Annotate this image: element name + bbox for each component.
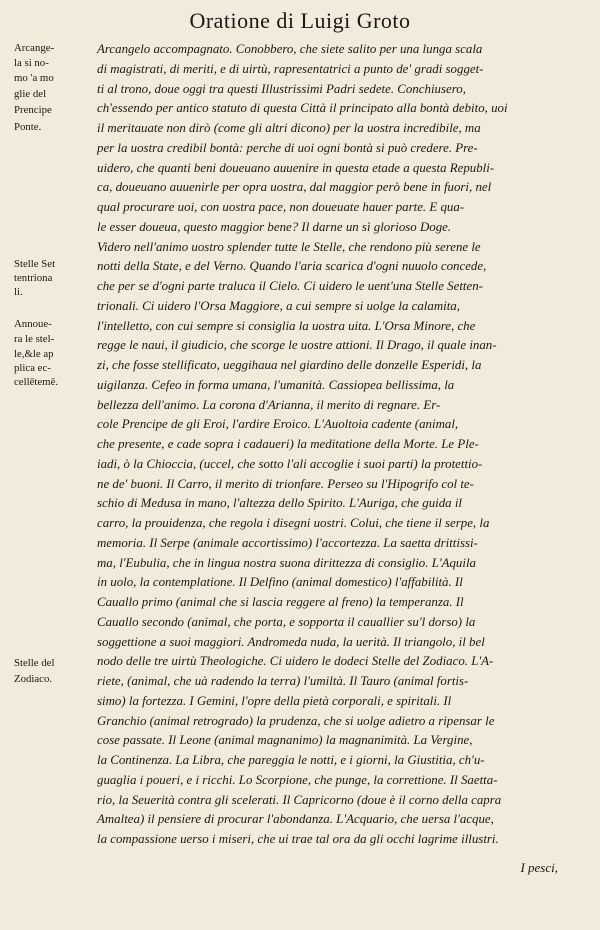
text-line: regge le naui, il giudicio, che scorge le uostre attioni. Il Drago, il quale inan- <box>97 338 497 353</box>
text-line: cose passate. Il Leone (animal magnanimo) la magnanimità. La Vergine, <box>97 733 473 748</box>
text-line: cole Prencipe de gli Eroi, l'ardire Eroico. L'Auoltoia cadente (animal, <box>97 417 459 432</box>
text-line: in uolo, la contemplatione. Il Delfino (animal domestico) l'affabilità. Il <box>97 575 463 590</box>
text-line: che per se d'ogni parte traluca il Cielo. Ci uidero le uent'una Stelle Setten- <box>97 279 483 293</box>
margin-note: cellētemē. <box>14 376 59 388</box>
text-line: bellezza dell'animo. La corona d'Arianna, il merito di regnare. Er- <box>97 397 441 412</box>
text-line: uidero, che quanti beni doueuano auuenire in questa etade a questa Republi- <box>97 160 495 175</box>
text-line: di magistrati, di meriti, e di uirtù, rapresentatrici a punto de' gradi sogget- <box>97 61 484 76</box>
margin-note: Ponte. <box>14 121 42 133</box>
margin-note: le,&le ap <box>14 348 54 360</box>
text-line: la Continenza. La Libra, che pareggia le notti, e i giorni, la Giustitia, ch'u- <box>97 753 485 767</box>
text-line: uigilanza. Cefeo in forma umana, l'umanità. Cassiopea bellissima, la <box>97 377 455 392</box>
margin-note: tentriona <box>14 272 53 284</box>
margin-note: glie del <box>14 88 47 100</box>
text-line: ca, doueuano auuenirle per opra uostra, dal maggior però bene in fuori, nel <box>97 180 492 195</box>
text-line: per la uostra credibil bontà: perche di uoi ogni bontà si può credere. Pre- <box>97 140 478 155</box>
margin-note: plica ec- <box>14 362 51 374</box>
text-line: Cauallo primo (animal che si lascia reggere al freno) la temperanza. Il <box>97 595 464 609</box>
text-line: guaglia i poueri, e i ricchi. Lo Scorpione, che punge, la correttione. Il Saetta- <box>97 772 498 787</box>
body-text <box>97 40 585 850</box>
text-line: rio, la Seuerità contra gli scelerati. Il Capricorno (doue è il corno della capra <box>97 792 502 807</box>
text-line: ne de' buoni. Il Carro, il merito di trionfare. Perseo su l'Hipogrifo col te- <box>97 476 474 491</box>
text-line: Arcangelo accompagnato. Conobbero, che siete salito per una lunga scala <box>97 42 483 56</box>
text-line: carro, la prouidenza, che regola i disegni uostri. Colui, che tiene il serpe, la <box>97 516 490 530</box>
text-line: riete, (animal, che uà radendo la terra) l'umiltà. Il Tauro (animal fortis- <box>97 674 469 688</box>
margin-note: Prencipe <box>14 104 52 116</box>
text-line: le esser doueua, questo maggior bene? Il darne un sì glorioso Doge. <box>97 219 452 234</box>
text-line: ch'essendo per antico statuto di questa Città il principato alla bontà debito, uoi <box>97 101 508 116</box>
margin-note: Annoue- <box>14 318 52 330</box>
text-line: nodo delle tre uirtù Theologiche. Ci uidero le dodeci Stelle del Zodiaco. L'A- <box>97 654 494 669</box>
text-line: ma, l'Eubulia, che in lingua nostra suona dirittezza di consiglio. L'Aquila <box>97 555 476 570</box>
text-line: Granchio (animal retrogrado) la prudenza, che si uolge adietro a ripensar le <box>97 713 495 728</box>
text-line: memoria. Il Serpe (animale accortissimo) l'accortezza. La saetta drittissi- <box>97 535 478 550</box>
running-head: Oratione di Luigi Groto <box>189 8 411 33</box>
text-line: ti al trono, doue oggi tra questi Illustrissimi Padri sedete. Conchiusero, <box>97 81 466 96</box>
text-line: trionali. Ci uidero l'Orsa Maggiore, a cui sempre si uolge la calamita, <box>97 298 460 313</box>
text-line: la compassione uerso i miseri, che ui trae tal ora da gli occhi lagrime illustri. <box>97 832 499 846</box>
margin-note: la si no- <box>14 57 49 69</box>
text-line: iadi, ò la Chioccia, (uccel, che sotto l'ali accoglie i suoi parti) la protettio- <box>97 456 483 471</box>
text-line: che presente, e cade sopra i cadaueri) la meditatione della Morte. Le Ple- <box>97 437 479 451</box>
margin-note: mo 'a mo <box>14 72 54 84</box>
text-line: Amaltea) il pensiere di procurar l'abondanza. L'Acquario, che uersa l'acque, <box>97 812 494 827</box>
catchword: I pesci, <box>520 860 558 875</box>
margin-note: Zodiaco. <box>14 673 53 685</box>
text-line: il meritauate non dirò (come gli altri dicono) per la uostra incredibile, ma <box>97 121 481 135</box>
text-line: qual procurare uoi, con uostra pace, non doueuate hauer parte. E qua- <box>97 200 465 214</box>
margin-note: Stelle Set <box>14 258 56 270</box>
text-line: l'intelletto, con cui sempre si consiglia la uostra uita. L'Orsa Minore, che <box>97 318 476 333</box>
text-line: notti della State, e del Verno. Quando l'aria scarica d'ogni nuuolo concede, <box>97 259 487 274</box>
text-line: simo) la fortezza. I Gemini, l'opre della pietà corporali, e spiritali. Il <box>97 693 452 708</box>
text-line: Videro nell'animo uostro splender tutte le Stelle, che rendono più serene le <box>97 239 481 254</box>
text-line: Cauallo secondo (animal, che porta, e sopporta il cauallier su'l dorso) la <box>97 614 476 629</box>
text-line: zi, che fosse stellificato, ueggihaua nel giardino delle donzelle Esperidi, la <box>97 358 482 372</box>
text-line: schio di Medusa in mano, l'altezza dello Spirito. L'Auriga, che guida il <box>97 496 463 511</box>
text-line: soggettione a suoi maggiori. Andromeda nuda, la uerità. Il triangolo, il bel <box>97 634 485 649</box>
margin-note: li. <box>14 286 23 298</box>
margin-note: Arcange- <box>14 42 55 54</box>
margin-note: ra le stel- <box>14 333 55 345</box>
margin-note: Stelle del <box>14 657 55 669</box>
